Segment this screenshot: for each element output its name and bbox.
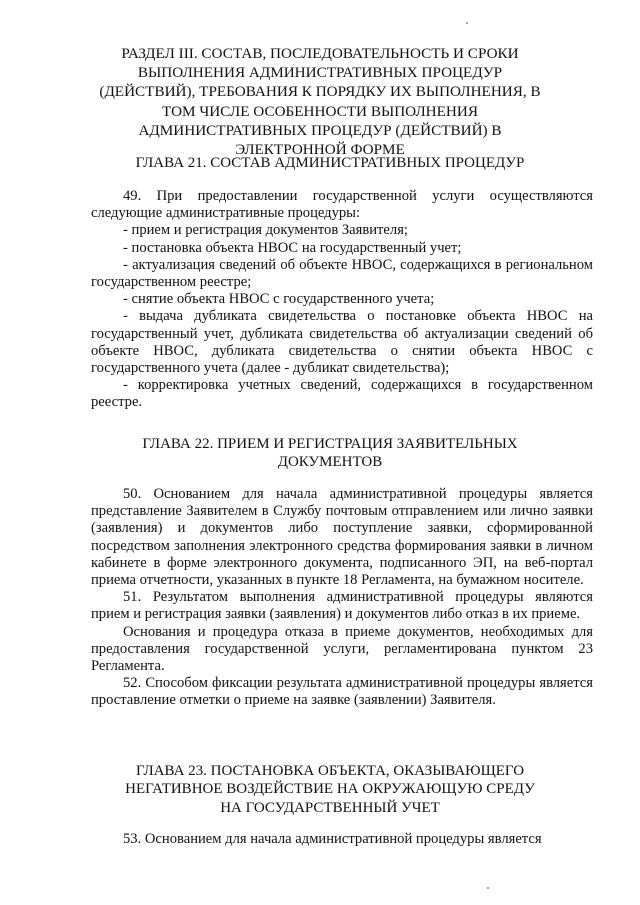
chapter-23-body [91,831,593,848]
section-title: РАЗДЕЛ III. СОСТАВ, ПОСЛЕДОВАТЕЛЬНОСТЬ И СРОКИ ВЫПОЛНЕНИЯ АДМИНИСТРАТИВНЫХ ПРОЦЕДУР (ДЕЙСТВИЙ), ТРЕБОВАНИЯ К ПОРЯДКУ ИХ ВЫПОЛНЕНИЯ, В ТОМ ЧИСЛЕ ОСОБЕННОСТИ ВЫПОЛНЕНИЯ АДМИНИСТРАТИВНЫХ ПРОЦЕДУР (ДЕЙСТВИЙ) В ЭЛЕКТРОННОЙ ФОРМЕ [99,45,541,159]
scan-speck [487,887,489,889]
chapter-21-title: ГЛАВА 21. СОСТАВ АДМИНИСТРАТИВНЫХ ПРОЦЕДУР [135,155,525,171]
list-item: - выдача дубликата свидетельства о постановке объекта НВОС на государственный учет, дубликата свидетельства об актуализации сведений об объекте НВОС, дубликата свидетельства о снятии объекта НВОС с государственного учета (далее - дубликат свидетельства); [91,308,593,377]
chapter-22-title: ГЛАВА 22. ПРИЕМ И РЕГИСТРАЦИЯ ЗАЯВИТЕЛЬНЫХ ДОКУМЕНТОВ [142,436,518,471]
paragraph-53: 53. Основанием для начала административной процедуры является [123,831,542,847]
list-item: - актуализация сведений об объекте НВОС, содержащихся в региональном государственном реестре; [91,256,593,291]
scan-speck [466,22,468,24]
paragraph-52: 52. Способом фиксации результата административной процедуры является проставление отметки о приеме на заявке (заявлении) Заявителя. [91,675,593,709]
paragraph-51-grounds: Основания и процедура отказа в приеме документов, необходимых для предоставления государственной услуги, регламентирована пунктом 23 Регламента. [91,623,593,675]
list-item: - прием и регистрация документов Заявителя; [123,222,408,239]
paragraph-50: 50. Основанием для начала административной процедуры является представление Заявителем в Службу почтовым отправлением или лично заявки (заявления) и документов либо поступление заявки, сформированной посредством заполнения электронного средства формирования заявки в личном кабинете в форме электронного документа, подписанного ЭП, на веб-портал приема отчетности, указанных в пункте 18 Регламента, на бумажном носителе. [91,486,593,589]
list-item: - корректировка учетных сведений, содержащихся в государственном реестре. [91,377,593,411]
chapter-21-body [91,188,593,412]
paragraph-51: 51. Результатом выполнения административной процедуры являются прием и регистрация заявки (заявления) и документов либо отказ в их приеме. [91,589,593,623]
chapter-22-body [91,486,593,710]
list-item: - снятие объекта НВОС с государственного учета; [123,291,435,308]
paragraph-49-intro: 49. При предоставлении государственной услуги осуществляются следующие административные процедуры: [91,188,593,222]
list-item: - постановка объекта НВОС на государственный учет; [123,239,462,256]
chapter-23-title: ГЛАВА 23. ПОСТАНОВКА ОБЪЕКТА, ОКАЗЫВАЮЩЕГО НЕГАТИВНОЕ ВОЗДЕЙСТВИЕ НА ОКРУЖАЮЩУЮ СРЕДУ НА ГОСУДАРСТВЕННЫЙ УЧЕТ [125,763,535,816]
